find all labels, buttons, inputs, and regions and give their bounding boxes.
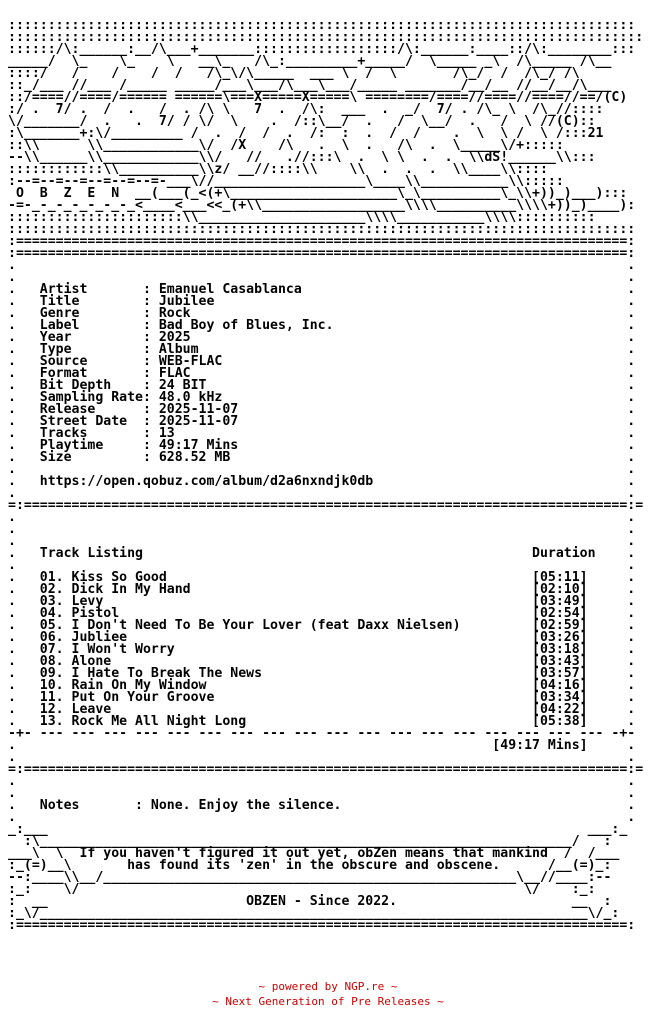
nfo-text: ::::::::::::::::::::::::::::::::::::::::::::::::::::::::::::::::::::::::::::::: :::::::::::::::::::::::::::::::::::::::::::::::::::::::::::::::::::::::::::::::: ::::::/\:______:__/\___+_______::::::::::::::::::/\:______:____::/\:________::: _____/ \_ \_ \ __\_ /\_:_________+_____/ \_____ _\ /\_____ /\__ ::::/ / / / / /\_\/\_____ ___ \ / \ /\_/ / /\_/ /\ ::_/___ //___ /_____ _____/___\___/\___\___/_____ _______/__/__ //__/__/\___ ::/====//====/====== ======\===X=====X=====\ ========/====//====//====//==/(C) :/ . 7/ . / . / . /\ \ 7 . /\: ___ . _/ 7/ . /\_ \ /\_//:::: \/_______/ . . 7/ / \/ \ . /::\__/ . / \__/ . / \ //(C):: :\_______+:\/_________ / . / / . /: : . / / . \ \ / \ /:::21 ::\\ \\____________\/ /X /\ . \ . /\ . \_____\/+::::: --\\______\\____________\\/ // .//:::\ . \ \ . . \\dS!______\\::: ::::::::::::\\__________\\z/ __//::::\\ \\ . . . \\____\\:::: :--=--=--=--=--=--=-___\//___________________\____\\___________\\::::: O B Z E N __(___(_<(+\_____________________\_\__________\_\\+))_)___)::: -=-_-_-_-_-_-_-_<____<___<<_(+\\__________________\\\\__________\\\\+))_)____): ::::::::::::::::::::::\\_____________________\\\\___________\\\\:::::::::: ::::::::::::::::::::::::::::::::::::::::::::::::::::::::::::::::::::::::::::::: :=============================================================================: :=============================================================================: . . . . . Artist : Emanuel Casablanca . . Title : Jubilee . . Genre : Rock . . Label : Bad Boy of Blues, Inc. . . Year : 2025 . . Type : Album . . Source : WEB-FLAC . . Format : FLAC . . Bit Depth : 24 BIT . . Sampling Rate: 48.0 kHz . . Release : 2025-11-07 . . Street Date : 2025-11-07 . . Tracks : 13 . . Playtime : 49:17 Mins . . Size : 628.52 MB . . . . https://open.qobuz.com/album/d2a6nxndjk0db . . . =:============================================================================:= . . . . . . . Track Listing Duration . . . . 01. Kiss So Good [05:11] . . 02. Dick In My Hand [02:10] . . 03. Levy [03:49] . . 04. Pistol [02:54] . . 05. I Don't Need To Be Your Lover (feat Daxx Nielsen) [02:59] . . 06. Jubliee [03:26] . . 07. I Won't Worry [03:18] . . 08. Alone [03:43] . . 09. I Hate To Break The News [03:57] . . 10. Rain On My Window [04:16] . . 11. Put On Your Groove [03:34] . . 12. Leave [04:22] . . 13. Rock Me All Night Long [05:38] . -+- --- --- --- --- --- --- --- --- --- --- --- --- --- --- --- --- --- --- -+- . [49:17 Mins] . . . =:============================================================================:= . . . . . Notes : None. Enjoy the silence. . . . _:___ ___:_ :\___________________________________________________________________/ : ___\ \ If you haven't figured it out yet, obZen means that mankind / /___ :_(=)__\ has found its 'zen' in the obscure and obscene. /__(=)_: --:____\\__/____________________________________________________\__//____:-- :_: \/ \/ :_: : __ OBZEN - Since 2022. __ : :_\/_____________________________________________________________________\/_: :=============================================================================: — [8, 18, 644, 933]
ngp-link[interactable]: ~ powered by NGP.re ~ — [258, 980, 398, 993]
footer-tagline: ~ Next Generation of Pre Releases ~ — [212, 995, 444, 1008]
footer-powered-by[interactable] — [0, 980, 656, 994]
